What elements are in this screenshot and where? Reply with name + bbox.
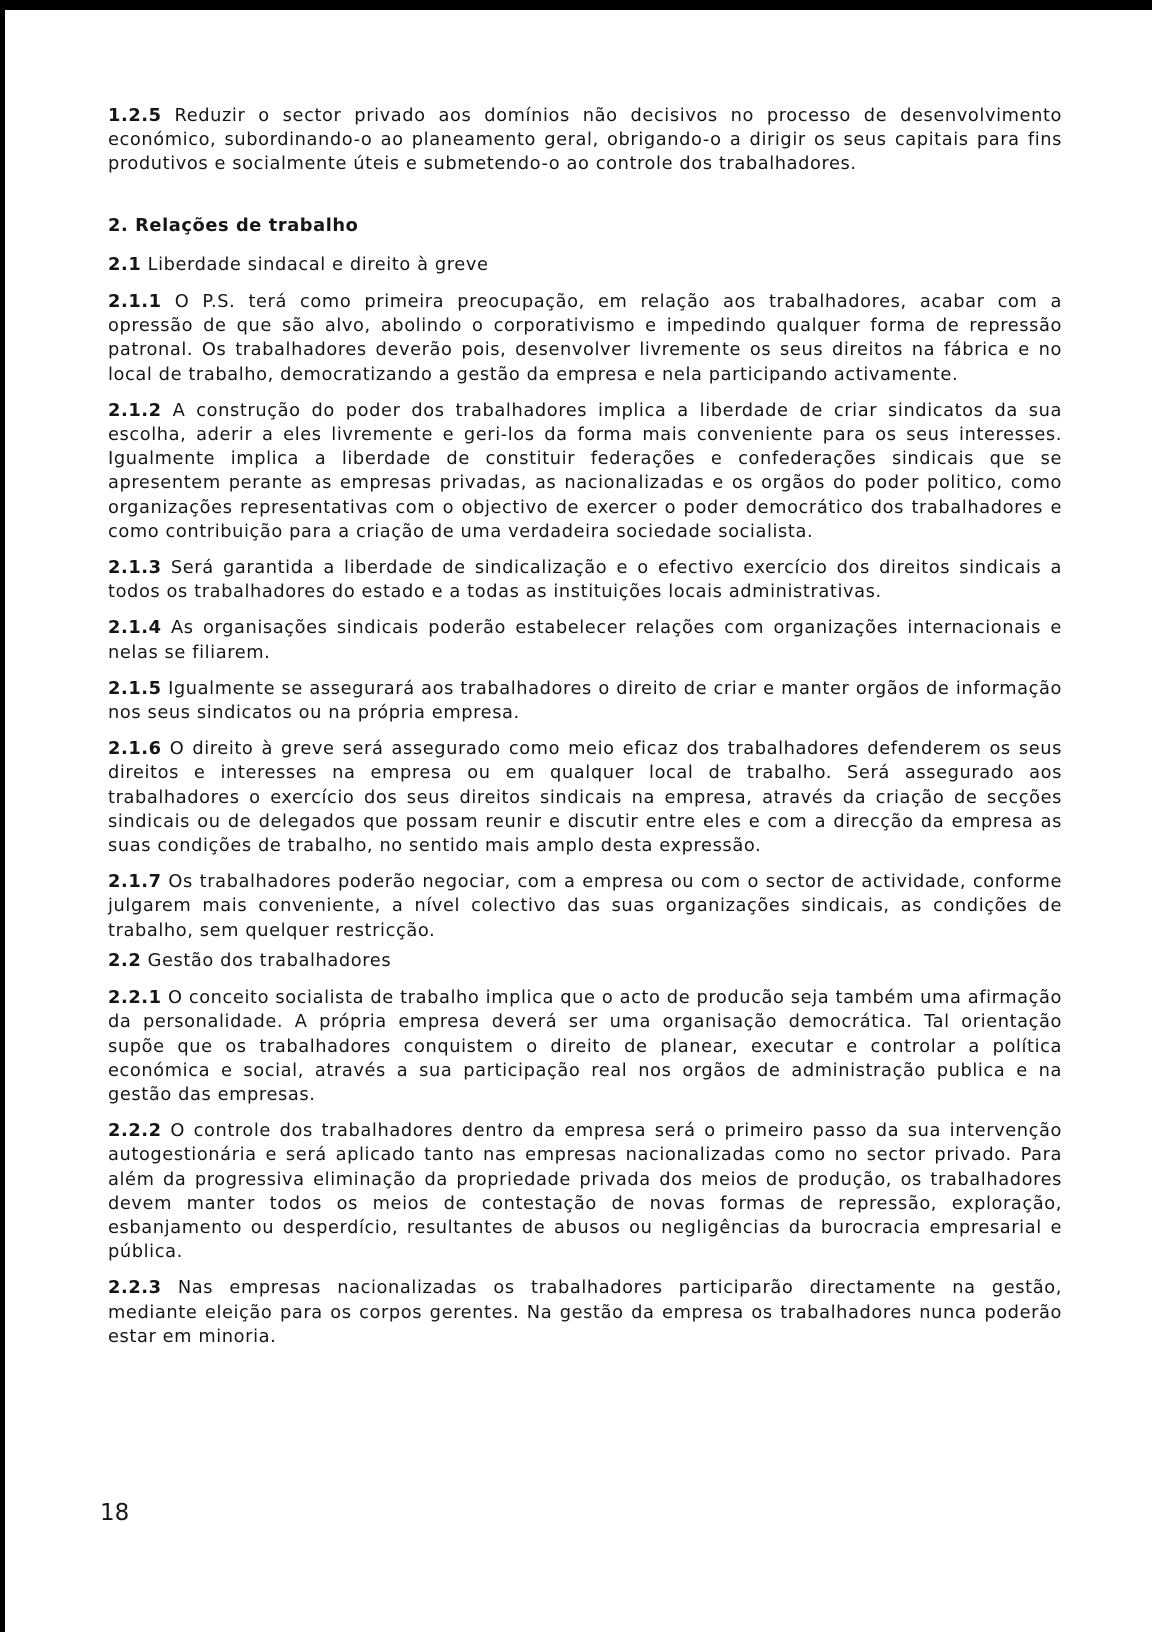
paragraph-text: As organisações sindicais poderão estabelecer relações com organizações internacionais e nelas se filiarem. xyxy=(108,617,1062,663)
paragraph-text: Os trabalhadores poderão negociar, com a empresa ou com o sector de actividade, conforme julgarem mais conveniente, a nível colectivo das suas organizações sindicais, as condições de trabalho, sem quelquer restricção. xyxy=(108,871,1062,941)
paragraph-1-2-5 xyxy=(108,104,1062,177)
paragraph-2-1-1 xyxy=(108,290,1062,387)
paragraph-2-1-6 xyxy=(108,737,1062,858)
paragraph-number: 2.1.3 xyxy=(108,557,162,579)
paragraph-2-1-2 xyxy=(108,399,1062,544)
subheading-title: Liberdade sindacal e direito à greve xyxy=(147,253,489,275)
paragraph-text: Igualmente se assegurará aos trabalhadores o direito de criar e manter orgãos de informação nos seus sindicatos ou na própria empresa. xyxy=(108,677,1062,724)
paragraph-2-2-2 xyxy=(108,1119,1062,1264)
subheading-number: 2.2 xyxy=(108,949,142,971)
paragraph-number: 2.1.5 xyxy=(108,677,162,699)
subheading-2-2 xyxy=(108,949,1062,973)
scan-border-top xyxy=(0,0,1152,10)
paragraph-text: O P.S. terá como primeira preocupação, em relação aos trabalhadores, acabar com a opressão de que são alvo, abolindo o corporativismo e impedindo qualquer forma de repressão patronal. Os trabalhadores deverão pois, desenvolver livremente os seus direitos na fábrica e no local de trabalho, democratizando a gestão da empresa e nela participando activamente. xyxy=(108,291,1062,385)
page-body xyxy=(108,104,1062,1361)
paragraph-2-1-3 xyxy=(108,556,1062,604)
paragraph-2-1-5 xyxy=(108,677,1062,725)
paragraph-number: 2.1.1 xyxy=(108,291,162,313)
paragraph-2-1-4 xyxy=(108,616,1062,664)
paragraph-text: O conceito socialista de trabalho implica que o acto de producão seja também uma afirmação da personalidade. A própria empresa deverá ser uma organisação democrática. Tal orientação supõe que os trabalhadores conquistem o direito de planear, executar e controlar a política económica e social, através a sua participação real nos orgãos de administração publica e na gestão das empresas. xyxy=(108,987,1062,1105)
paragraph-2-1-7 xyxy=(108,870,1062,943)
paragraph-2-2-1 xyxy=(108,986,1062,1107)
paragraph-text: O controle dos trabalhadores dentro da empresa será o primeiro passo da sua intervenção autogestionária e será aplicado tanto nas empresas nacionalizadas como no sector privado. Para além da progressiva eliminação da propriedade privada dos meios de produção, os trabalhadores devem manter todos os meios de contestação de novas formas de repressão, exploração, esbanjamento ou desperdício, resultantes de abusos ou negligências da burocracia empresarial e pública. xyxy=(108,1120,1062,1263)
paragraph-text: Nas empresas nacionalizadas os trabalhadores participarão directamente na gestão, mediante eleição para os corpos gerentes. Na gestão da empresa os trabalhadores nunca poderão estar em minoria. xyxy=(108,1277,1062,1347)
paragraph-number: 2.1.4 xyxy=(108,617,162,639)
paragraph-number: 2.1.7 xyxy=(108,871,162,893)
paragraph-2-2-3 xyxy=(108,1276,1062,1349)
paragraph-number: 2.1.2 xyxy=(108,399,162,421)
scan-border-left xyxy=(0,0,5,1632)
subheading-2-1 xyxy=(108,253,1062,277)
paragraph-number: 2.2.3 xyxy=(108,1277,162,1299)
subheading-number: 2.1 xyxy=(108,253,142,275)
paragraph-number: 2.1.6 xyxy=(108,738,162,760)
paragraph-number: 2.2.2 xyxy=(108,1120,162,1142)
paragraph-text: A construção do poder dos trabalhadores implica a liberdade de criar sindicatos da sua escolha, aderir a eles livremente e geri-los da forma mais conveniente para os seus interesses. Igualmente implica a liberdade de constituir federações e confederações sindicais que se apresentem perante as empresas privadas, as nacionalizadas e os orgãos do poder politico, como organizações representativas com o objectivo de exercer o poder democrático dos trabalhadores e como contribuição para a criação de uma verdadeira sociedade socialista. xyxy=(108,399,1062,542)
paragraph-number: 2.2.1 xyxy=(108,987,162,1009)
paragraph-text: Reduzir o sector privado aos domínios não decisivos no processo de desenvolvimento económico, subordinando-o ao planeamento geral, obrigando-o a dirigir os seus capitais para fins produtivos e socialmente úteis e submetendo-o ao controle dos trabalhadores. xyxy=(108,105,1062,175)
paragraph-text: Será garantida a liberdade de sindicalização e o efectivo exercício dos direitos sindicais a todos os trabalhadores do estado e a todas as instituições locais administrativas. xyxy=(108,557,1062,603)
paragraph-number: 1.2.5 xyxy=(108,105,162,126)
paragraph-text: O direito à greve será assegurado como meio eficaz dos trabalhadores defenderem os seus direitos e interesses na empresa ou em qualquer local de trabalho. Será assegurado aos trabalhadores o exercício dos seus direitos sindicais na empresa, através da criação de secções sindicais ou de delegados que possam reunir e discutir entre eles e com a direcção da empresa as suas condições de trabalho, no sentido mais amplo desta expressão. xyxy=(108,738,1062,857)
page-number: 18 xyxy=(100,1500,130,1526)
subheading-title: Gestão dos trabalhadores xyxy=(147,949,392,971)
section-heading: 2. Relações de trabalho xyxy=(108,214,359,236)
